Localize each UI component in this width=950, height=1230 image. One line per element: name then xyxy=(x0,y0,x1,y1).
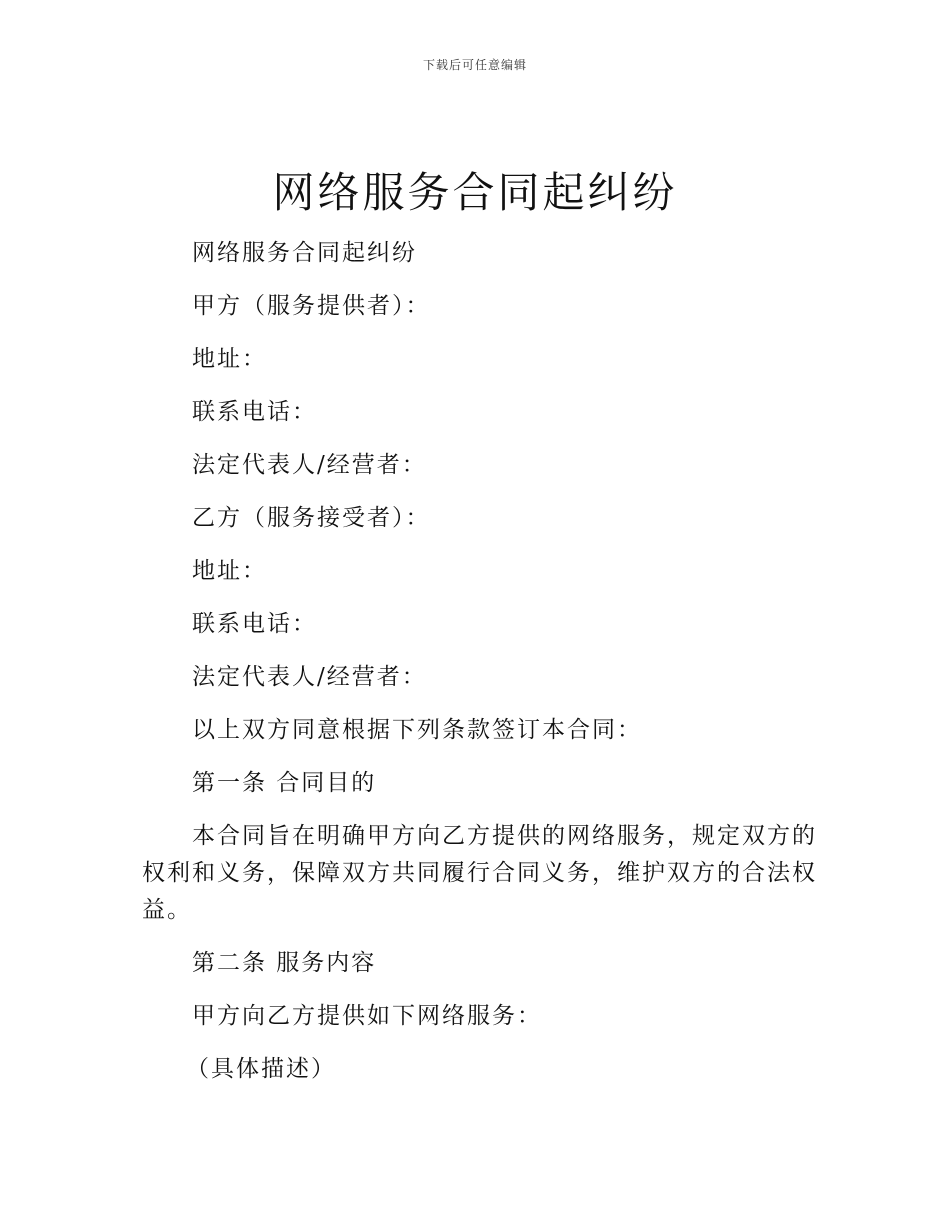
paragraph-party-b-phone: 联系电话： xyxy=(192,611,317,637)
article-1-body-line-3: 益。 xyxy=(142,897,192,923)
paragraph-party-b-representative: 法定代表人/经营者： xyxy=(192,664,427,690)
header-note: 下载后可任意编辑 xyxy=(422,58,527,72)
article-1-heading: 第一条 合同目的 xyxy=(192,770,377,796)
paragraph-party-a-representative: 法定代表人/经营者： xyxy=(192,452,427,478)
paragraph-subtitle: 网络服务合同起纠纷 xyxy=(192,240,417,266)
paragraph-party-b-address: 地址： xyxy=(192,558,267,584)
paragraph-party-a: 甲方（服务提供者）： xyxy=(192,293,431,319)
article-2-heading: 第二条 服务内容 xyxy=(192,950,377,976)
article-2-intro: 甲方向乙方提供如下网络服务： xyxy=(192,1003,542,1029)
article-1-body-line-2: 权利和义务，保障双方共同履行合同义务，维护双方的合法权 xyxy=(142,860,817,886)
document-title: 网络服务合同起纠纷 xyxy=(272,168,678,217)
paragraph-party-b: 乙方（服务接受者）： xyxy=(192,505,431,531)
article-2-description-placeholder: （具体描述） xyxy=(186,1056,336,1082)
paragraph-party-a-phone: 联系电话： xyxy=(192,399,317,425)
paragraph-agreement-intro: 以上双方同意根据下列条款签订本合同： xyxy=(192,717,642,743)
paragraph-party-a-address: 地址： xyxy=(192,346,267,372)
article-1-body-line-1: 本合同旨在明确甲方向乙方提供的网络服务，规定双方的 xyxy=(192,823,817,849)
